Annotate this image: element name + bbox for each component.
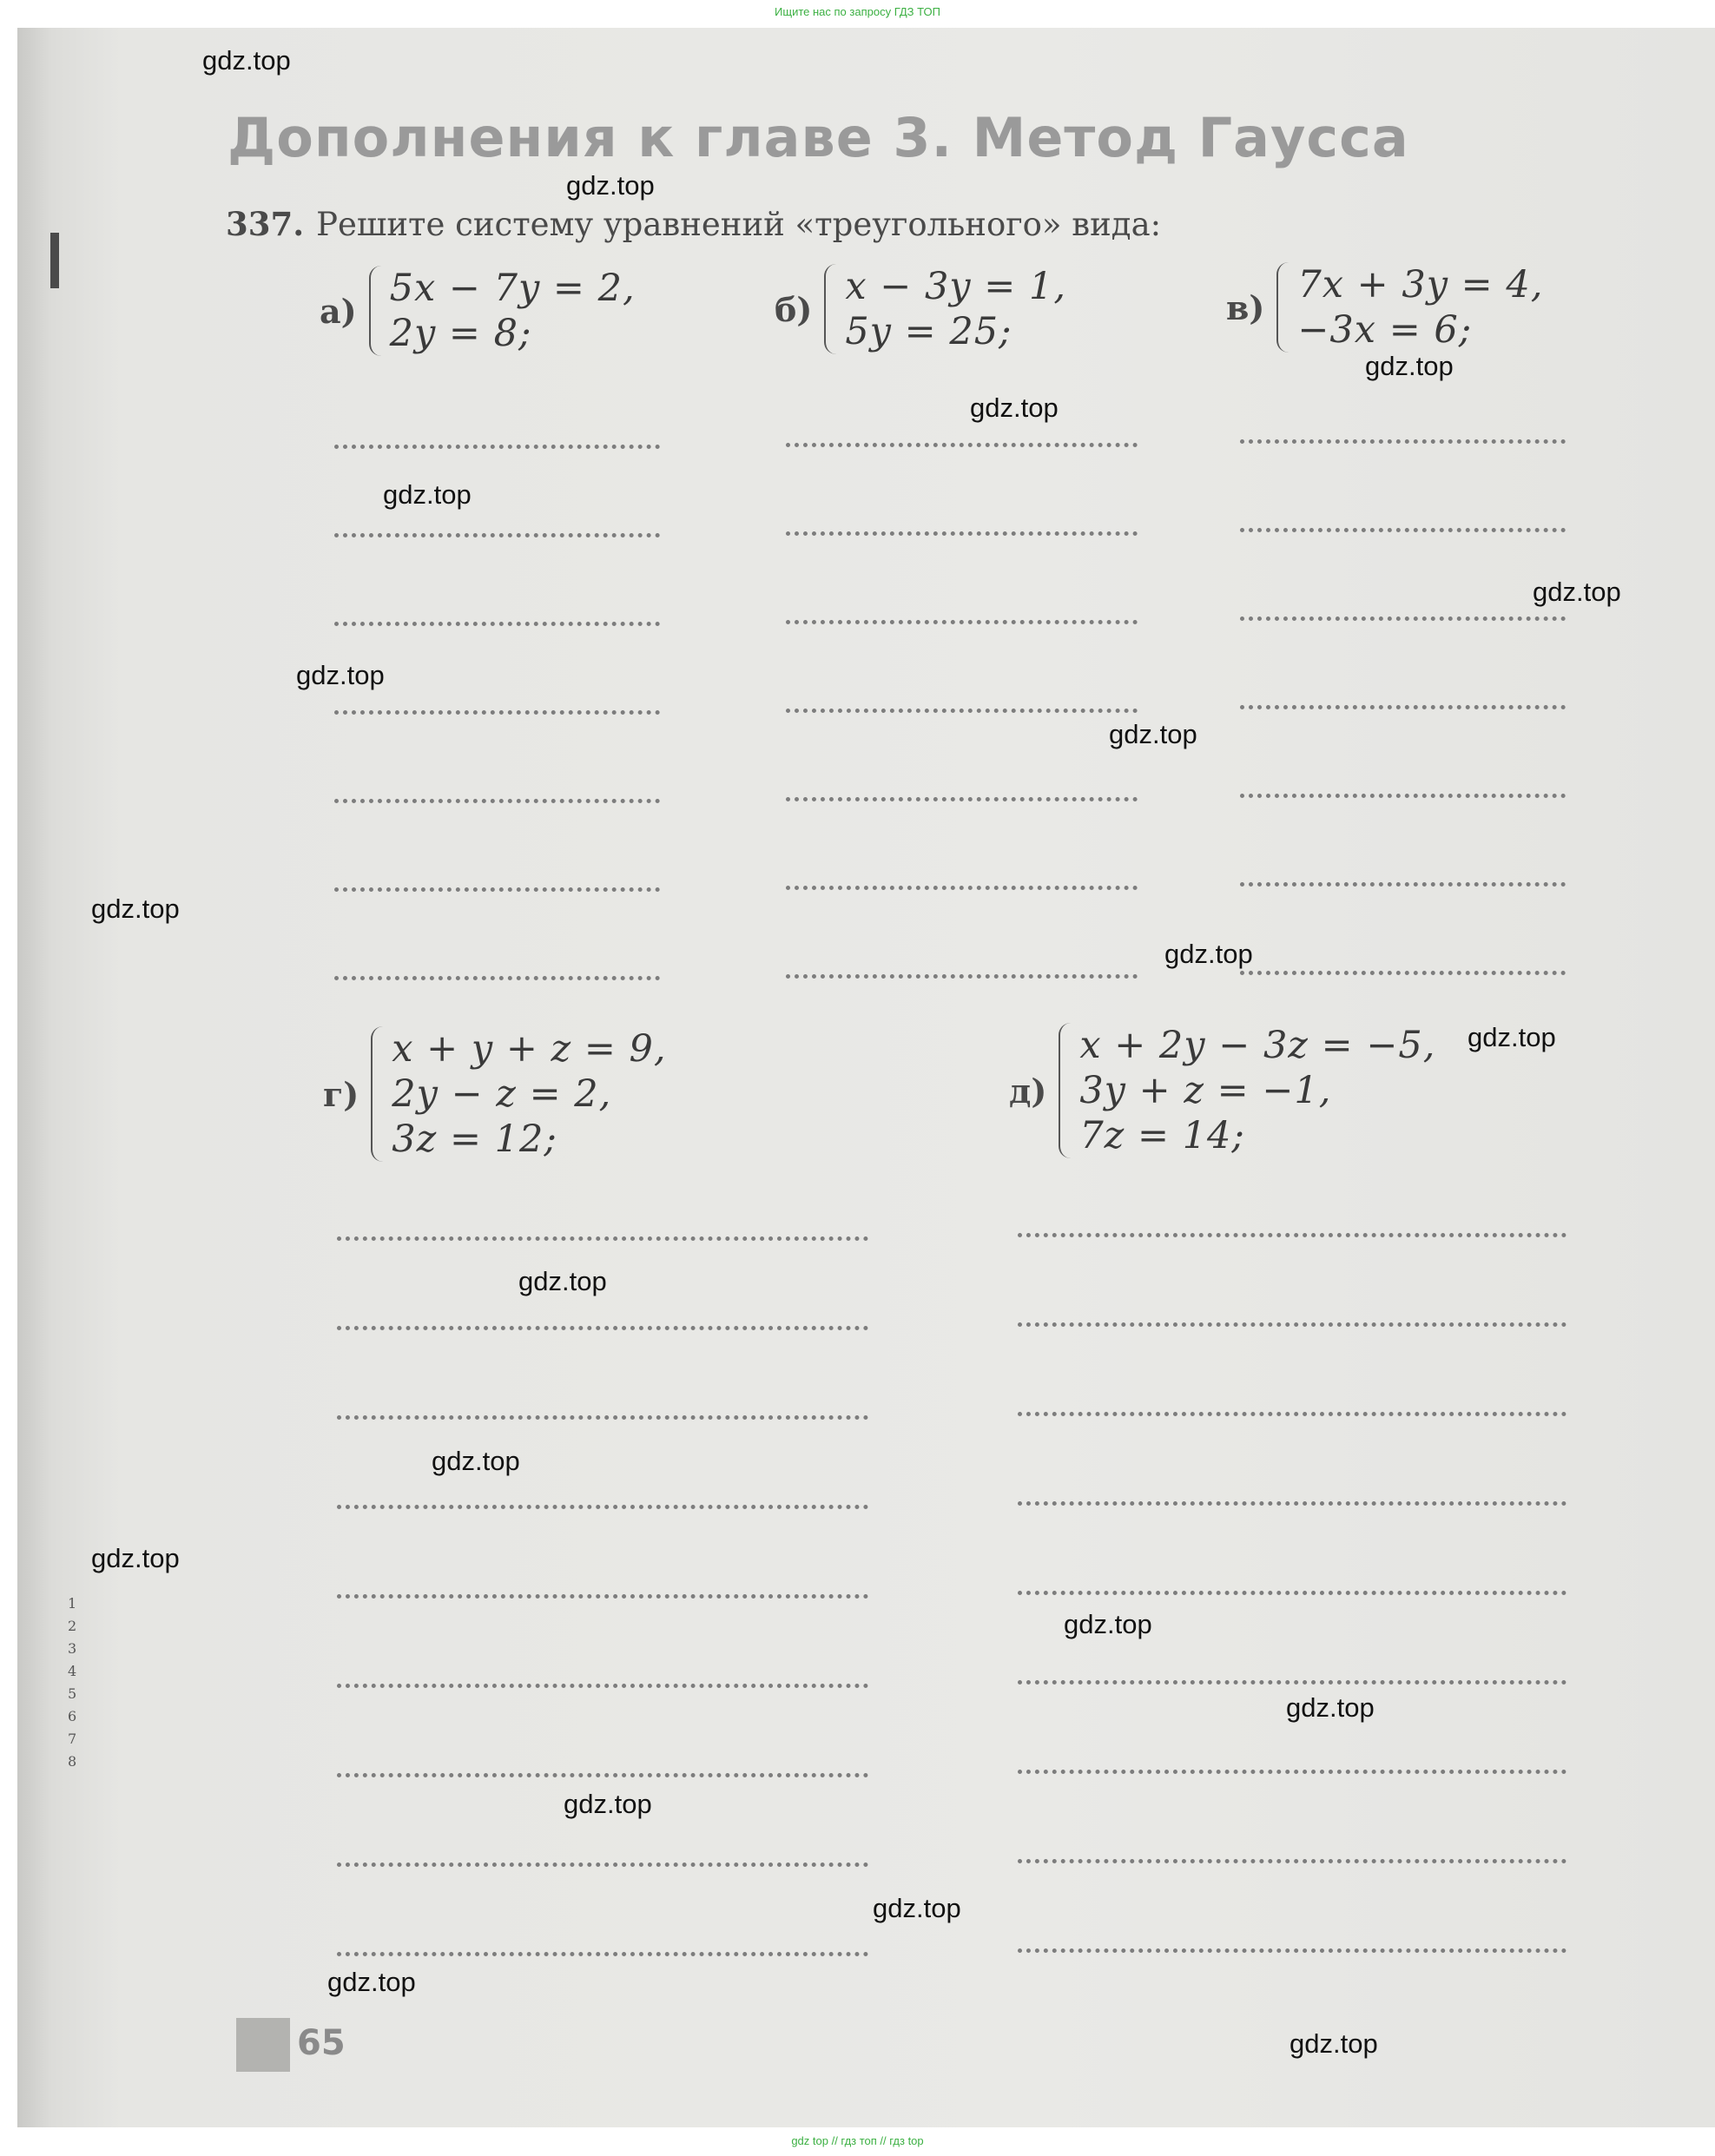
equation: 3z = 12; xyxy=(392,1118,557,1161)
margin-number: 7 xyxy=(68,1731,77,1747)
page-number-marker xyxy=(236,2018,290,2072)
system-label: б) xyxy=(775,289,813,329)
answer-line xyxy=(786,797,1138,801)
brace xyxy=(371,1026,385,1162)
answer-line xyxy=(1240,971,1566,975)
system-v xyxy=(1226,262,1543,353)
answer-line xyxy=(1240,439,1566,444)
answer-line xyxy=(1018,1591,1567,1595)
margin-number: 6 xyxy=(68,1708,77,1724)
watermark: gdz.top xyxy=(970,392,1059,423)
watermark: gdz.top xyxy=(1109,719,1197,749)
watermark: gdz.top xyxy=(1290,2028,1378,2059)
answer-line xyxy=(1240,705,1566,709)
answer-line xyxy=(334,445,660,449)
watermark: gdz.top xyxy=(1064,1609,1152,1639)
brace xyxy=(1059,1023,1072,1158)
answer-line xyxy=(1018,1680,1567,1685)
watermark: gdz.top xyxy=(327,1967,416,1997)
answer-line xyxy=(337,1415,868,1420)
watermark: gdz.top xyxy=(873,1893,961,1923)
task-statement xyxy=(226,205,1161,243)
equation: x + y + z = 9, xyxy=(392,1027,667,1071)
system-label: в) xyxy=(1226,287,1265,327)
watermark: gdz.top xyxy=(91,1543,180,1573)
answer-line xyxy=(1018,1770,1567,1774)
watermark: gdz.top xyxy=(432,1446,520,1476)
margin-numbers xyxy=(68,1592,76,1773)
answer-line xyxy=(1240,528,1566,532)
answer-line xyxy=(1018,1322,1567,1327)
answer-line xyxy=(337,1236,868,1241)
answer-line xyxy=(1018,1859,1567,1863)
watermark: gdz.top xyxy=(1164,939,1253,969)
answer-line xyxy=(1240,882,1566,887)
answer-line xyxy=(786,974,1138,979)
task-text: Решите систему уравнений «треугольного» вида: xyxy=(316,206,1162,243)
system-b xyxy=(775,264,1066,354)
equation: 2y = 8; xyxy=(389,312,532,355)
equation: 7z = 14; xyxy=(1079,1114,1245,1157)
watermark: gdz.top xyxy=(296,660,385,690)
answer-line xyxy=(337,1952,868,1956)
binding-mark xyxy=(50,233,59,288)
answer-line xyxy=(337,1326,868,1330)
answer-line xyxy=(1018,1412,1567,1416)
answer-line xyxy=(334,799,660,803)
answer-line xyxy=(1018,1233,1567,1237)
answer-line xyxy=(334,622,660,626)
answer-line xyxy=(334,887,660,892)
answer-line xyxy=(337,1505,868,1509)
system-a xyxy=(320,266,636,356)
margin-number: 3 xyxy=(68,1640,77,1657)
watermark: gdz.top xyxy=(566,170,655,201)
watermark: gdz.top xyxy=(1533,577,1621,607)
equation: x − 3y = 1, xyxy=(845,265,1066,308)
task-number: 337. xyxy=(226,205,305,243)
watermark: gdz.top xyxy=(1286,1692,1375,1723)
bottom-banner[interactable]: gdz top // гдз топ // гдз top xyxy=(791,2134,924,2147)
system-label: а) xyxy=(320,291,357,331)
watermark: gdz.top xyxy=(1468,1022,1556,1052)
answer-line xyxy=(786,709,1138,713)
answer-line xyxy=(1018,1501,1567,1506)
top-banner[interactable]: Ищите нас по запросу ГДЗ ТОП xyxy=(775,5,940,18)
answer-line xyxy=(334,533,660,537)
answer-line xyxy=(1240,794,1566,798)
margin-number: 2 xyxy=(68,1618,77,1634)
answer-line xyxy=(337,1863,868,1867)
equation: 2y − z = 2, xyxy=(392,1072,612,1116)
chapter-title: Дополнения к главе 3. Метод Гаусса xyxy=(228,106,1409,169)
margin-number: 1 xyxy=(68,1595,77,1612)
margin-number: 4 xyxy=(68,1663,77,1679)
equation: 3y + z = −1, xyxy=(1079,1069,1332,1112)
equation: 7x + 3y = 4, xyxy=(1297,263,1544,307)
watermark: gdz.top xyxy=(383,479,472,510)
answer-line xyxy=(334,710,660,715)
equation: 5x − 7y = 2, xyxy=(389,267,636,310)
brace xyxy=(824,264,838,354)
answer-line xyxy=(337,1594,868,1599)
watermark: gdz.top xyxy=(91,893,180,924)
watermark: gdz.top xyxy=(518,1266,607,1296)
answer-line xyxy=(334,976,660,980)
system-g xyxy=(323,1026,667,1162)
page-number: 65 xyxy=(297,2023,346,2063)
system-label: г) xyxy=(323,1074,359,1114)
watermark: gdz.top xyxy=(202,45,291,76)
equation: x + 2y − 3z = −5, xyxy=(1079,1024,1436,1067)
system-d xyxy=(1009,1023,1435,1158)
answer-line xyxy=(1018,1948,1567,1953)
answer-line xyxy=(786,443,1138,447)
answer-line xyxy=(786,886,1138,890)
brace xyxy=(369,266,383,356)
margin-number: 8 xyxy=(68,1753,77,1770)
answer-line xyxy=(786,620,1138,624)
answer-line xyxy=(337,1684,868,1688)
system-label: д) xyxy=(1009,1071,1047,1111)
margin-number: 5 xyxy=(68,1685,77,1702)
answer-line xyxy=(337,1773,868,1777)
equation: −3x = 6; xyxy=(1297,308,1473,352)
equation: 5y = 25; xyxy=(845,310,1013,353)
watermark: gdz.top xyxy=(564,1789,652,1819)
brace xyxy=(1276,262,1290,353)
watermark: gdz.top xyxy=(1365,351,1454,381)
answer-line xyxy=(1240,616,1566,621)
answer-line xyxy=(786,531,1138,536)
